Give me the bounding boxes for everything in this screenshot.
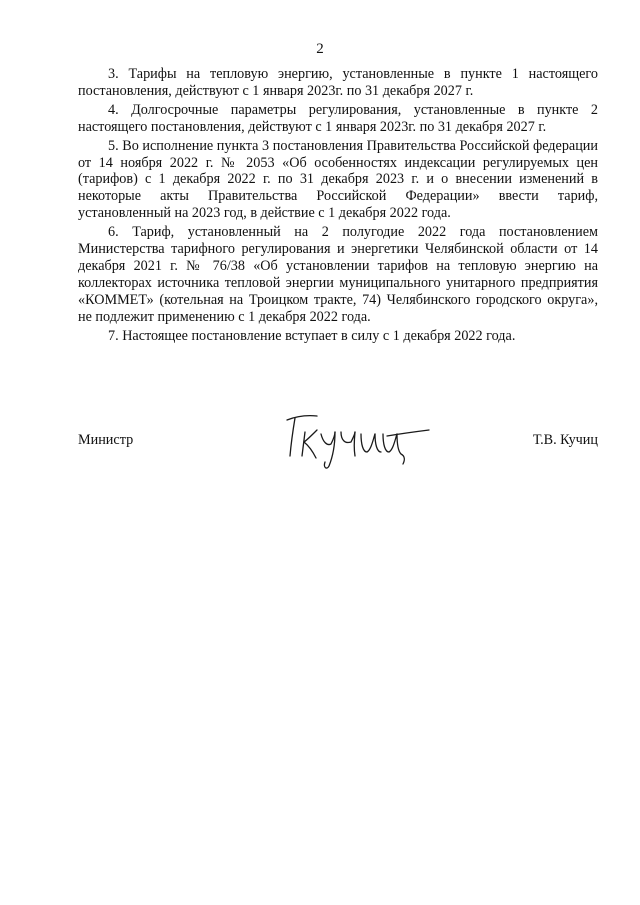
handwritten-signature [283,410,433,470]
signature-block [78,410,598,470]
paragraph-4: 4. Долгосрочные параметры регулирования, установленные в пункте 2 настоящего постановления, действуют с 1 января 2023г. по 31 декабря 2027 г. [78,101,598,135]
page-number: 2 [316,41,324,57]
paragraph-3: 3. Тарифы на тепловую энергию, установленные в пункте 1 настоящего постановления, действуют с 1 января 2023г. по 31 декабря 2027 г. [78,66,598,99]
paragraph-7: 7. Настоящее постановление вступает в силу с 1 декабря 2022 года. [108,327,516,344]
paragraph-6: 6. Тариф, установленный на 2 полугодие 2022 года постановлением Министерства тарифного регулирования и энергетики Челябинской области от 14 декабря 2021 г. № 76/38 «Об установлении тарифов на тепловую энергию на коллекторах источника тепловой энергии муниципального унитарного предприятия «КОММЕТ» (котельная на Троицком тракте, 74) Челябинского городского округа», не подлежит применению с 1 декабря 2022 года. [78,224,598,325]
signatory-name: Т.В. Кучиц [532,432,598,448]
signatory-role: Министр [78,432,134,448]
document-body [78,66,598,347]
paragraph-5: 5. Во исполнение пункта 3 постановления Правительства Российской федерации от 14 ноября 2022 г. № 2053 «Об особенностях индексации регулируемых цен (тарифов) с 1 декабря 2022 г. по 31 декабря 2023 г. и о внесении изменений в некоторые акты Правительства Российской Федерации» ввести тариф, установленный на 2023 год, в действие с 1 декабря 2022 года. [78,137,598,222]
